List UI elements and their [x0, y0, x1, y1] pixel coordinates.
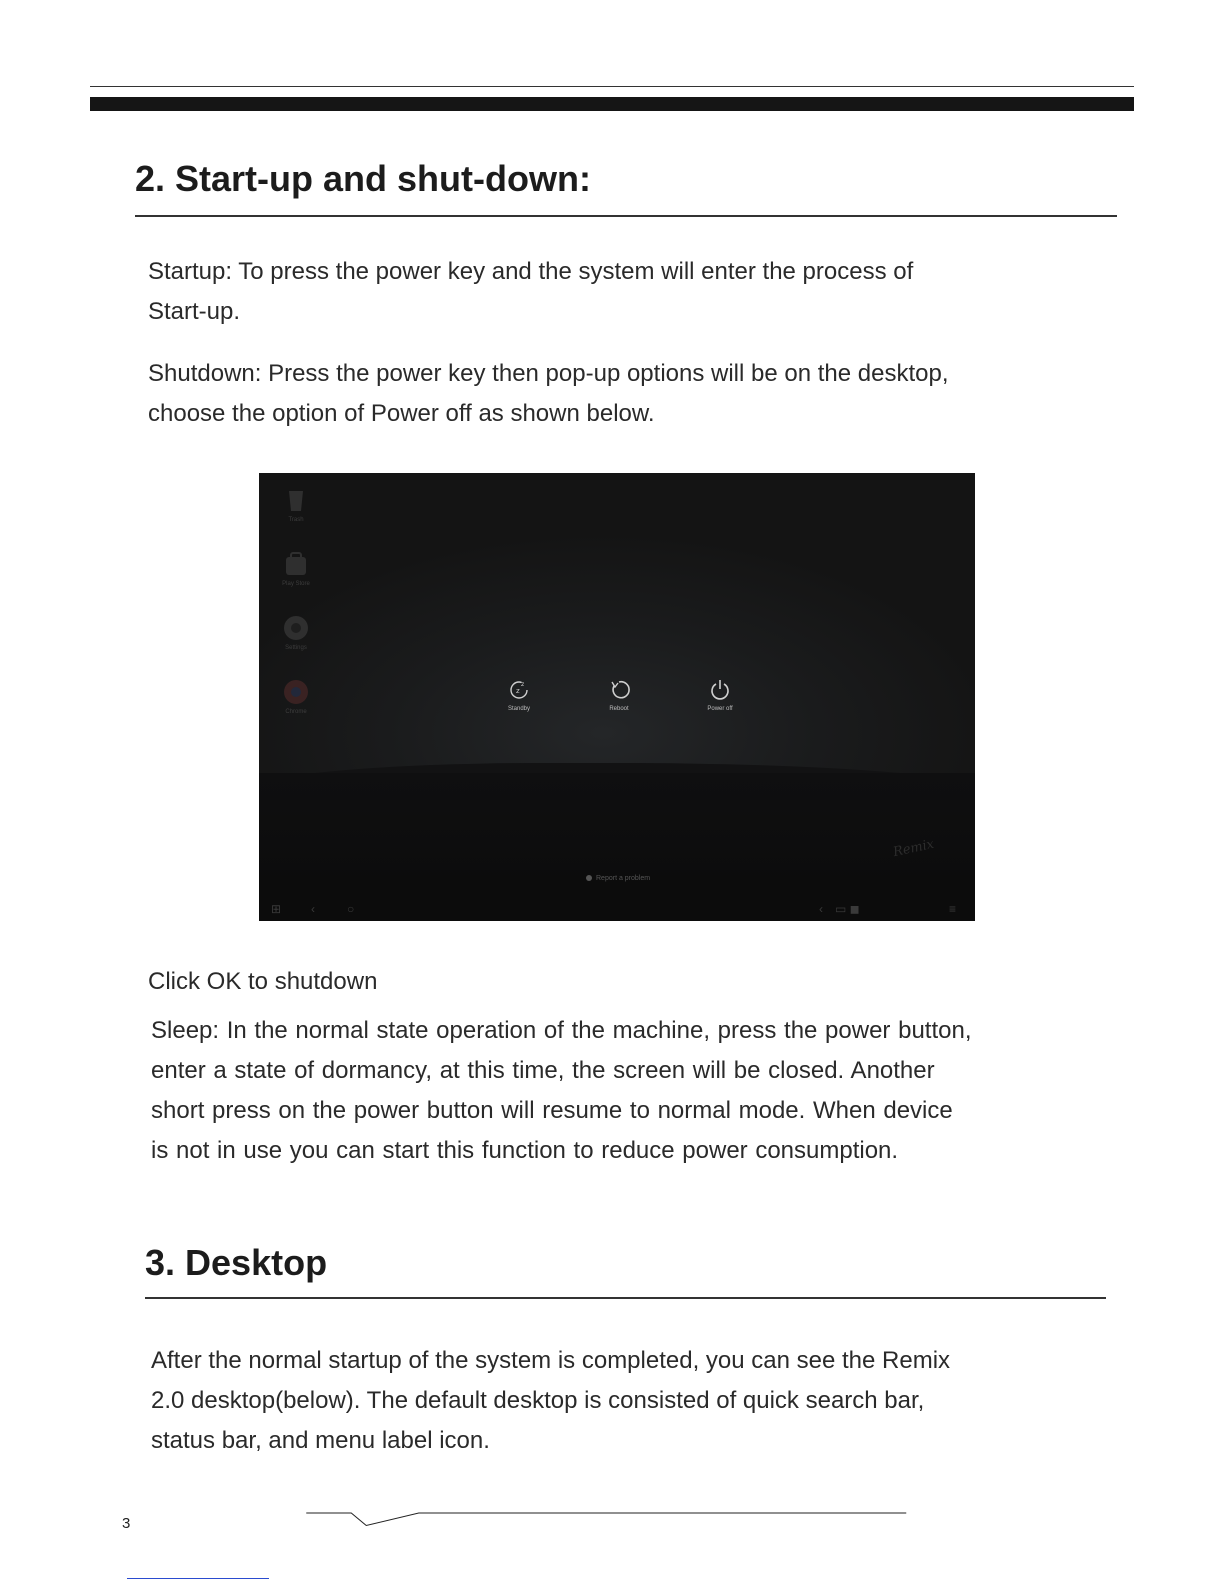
- section-2-underline: [135, 215, 1117, 217]
- standby-label: Standby: [507, 706, 531, 712]
- desktop-icon-label: Settings: [285, 645, 307, 651]
- remix-logo: Remix: [891, 836, 936, 861]
- shutdown-paragraph: [148, 354, 949, 434]
- svg-text:z: z: [521, 681, 525, 688]
- power-icon: [709, 678, 731, 700]
- shutdown-screenshot: [259, 473, 975, 921]
- desktop-icon-label: Chrome: [285, 709, 307, 715]
- menu-icon[interactable]: ≡: [949, 902, 957, 916]
- home-icon[interactable]: ○: [347, 902, 355, 916]
- reboot-icon: [608, 678, 630, 700]
- back-icon[interactable]: ‹: [311, 902, 315, 916]
- status-icons: ▭ ◼: [835, 902, 860, 916]
- svg-text:z: z: [516, 687, 520, 695]
- trash-icon: [283, 487, 309, 513]
- section-3-title: 3. Desktop: [145, 1242, 328, 1283]
- desktop-icon-store[interactable]: [281, 551, 311, 587]
- startup-line: Startup: To press the power key and the system will enter the process of: [148, 258, 914, 285]
- desktop-icon-trash[interactable]: [281, 487, 311, 523]
- sleep-line: enter a state of dormancy, at this time, the screen will be closed. Another: [151, 1057, 935, 1084]
- click-ok-text: Click OK to shutdown: [148, 968, 378, 995]
- shutdown-line: choose the option of Power off as shown below.: [148, 400, 655, 427]
- power-off-label: Power off: [707, 706, 733, 712]
- reboot-label: Reboot: [609, 706, 629, 712]
- start-menu-icon[interactable]: ⊞: [271, 902, 282, 916]
- footer-rule: [0, 1508, 1225, 1528]
- startup-line: Start-up.: [148, 298, 241, 325]
- link-underline: [127, 1578, 269, 1579]
- desktop-line: 2.0 desktop(below). The default desktop is consisted of quick search bar,: [151, 1387, 925, 1414]
- notification-arrow-icon[interactable]: ‹: [819, 902, 823, 916]
- chrome-icon: [283, 679, 309, 705]
- settings-icon: [283, 615, 309, 641]
- desktop-icon-label: Trash: [288, 517, 304, 523]
- report-problem-link[interactable]: [586, 875, 650, 882]
- desktop-icon-label: Play Store: [282, 581, 310, 587]
- section-3-underline: [145, 1297, 1106, 1299]
- page-number: 3: [122, 1515, 131, 1532]
- desktop-icon-settings[interactable]: [281, 615, 311, 651]
- sleep-line: is not in use you can start this function to reduce power consumption.: [151, 1137, 899, 1164]
- report-icon: [586, 875, 592, 881]
- sleep-line: short press on the power button will resume to normal mode. When device: [151, 1097, 953, 1124]
- sleep-line: Sleep: In the normal state operation of the machine, press the power button,: [151, 1017, 972, 1044]
- header-rule-thick: [90, 97, 1134, 111]
- store-icon: [283, 551, 309, 577]
- navigation-bar: [259, 897, 975, 921]
- reboot-option[interactable]: [589, 678, 649, 712]
- desktop-line: status bar, and menu label icon.: [151, 1427, 490, 1454]
- report-problem-label: Report a problem: [596, 875, 651, 882]
- power-off-option[interactable]: [690, 678, 750, 712]
- standby-option[interactable]: [489, 678, 549, 712]
- standby-icon: [508, 678, 530, 700]
- startup-paragraph: [148, 252, 913, 332]
- sleep-paragraph: [151, 1011, 972, 1171]
- desktop-paragraph: [151, 1341, 950, 1461]
- desktop-icon-chrome[interactable]: [281, 679, 311, 715]
- desktop-line: After the normal startup of the system is completed, you can see the Remix: [151, 1347, 951, 1374]
- header-rule-thin: [90, 86, 1134, 87]
- section-2-title: 2. Start-up and shut-down:: [135, 158, 591, 199]
- shutdown-line: Shutdown: Press the power key then pop-up options will be on the desktop,: [148, 360, 949, 387]
